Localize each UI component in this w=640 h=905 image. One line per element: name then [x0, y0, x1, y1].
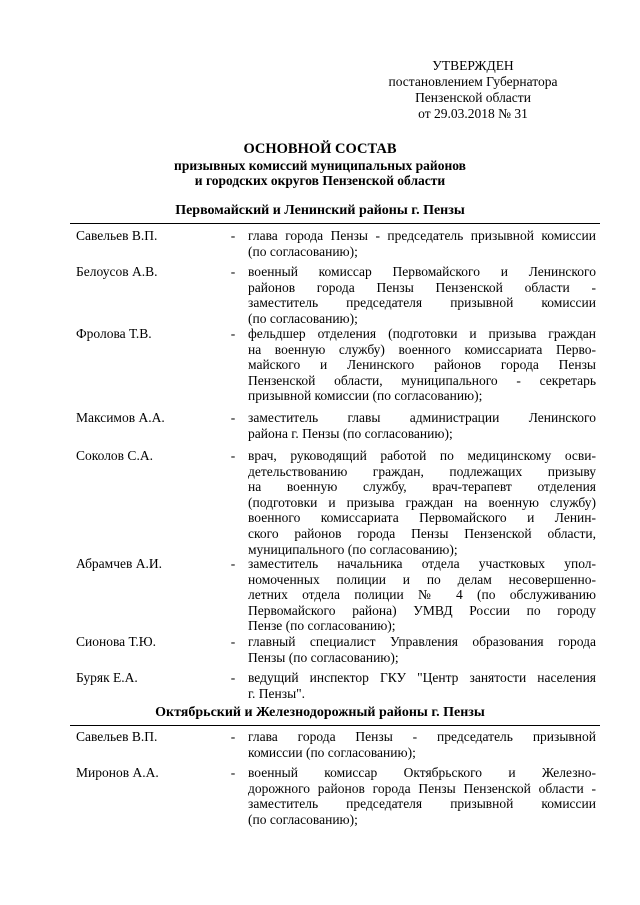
member-role-line: г. Пензы". — [248, 685, 306, 701]
member-role-line: военный комиссар Октябрьского и Железно- — [248, 765, 596, 780]
member-role-line: районов города Пензы Пензенской области - — [248, 279, 596, 295]
member-role-line: военный комиссар Первомайского и Ленинского — [248, 264, 596, 279]
member-role — [248, 729, 596, 760]
document-subtitle-2: и городских округов Пензенской области — [194, 173, 446, 188]
section-divider — [70, 725, 600, 726]
member-role-line: глава города Пензы - председатель призывной — [248, 729, 596, 744]
member-role-line: заместитель председателя призывной комиссии — [248, 295, 596, 311]
member-name: Буряк Е.А. — [76, 670, 138, 685]
member-role — [248, 765, 596, 827]
member-name: Савельев В.П. — [76, 228, 158, 243]
section-heading: Октябрьский и Железнодорожный районы г. Пензы — [155, 705, 485, 720]
section-heading: Первомайский и Ленинский районы г. Пензы — [175, 203, 465, 218]
approval-stamp — [368, 58, 578, 122]
member-role-line: Первомайского района) УМВД России по городу — [248, 602, 596, 618]
member-role — [248, 228, 596, 259]
member-dash: - — [230, 228, 236, 243]
approval-date: от 29.03.2018 № 31 — [418, 106, 528, 121]
member-role-line: ведущий инспектор ГКУ "Центр занятости населения — [248, 670, 596, 685]
member-role — [248, 556, 596, 634]
member-role-line: ского районов города Пензы Пензенской области, — [248, 525, 596, 541]
member-name: Абрамчев А.И. — [76, 556, 162, 571]
member-name: Соколов С.А. — [76, 448, 153, 463]
member-name: Миронов А.А. — [76, 765, 159, 780]
approval-title: УТВЕРЖДЕН — [432, 58, 514, 73]
member-dash: - — [230, 634, 236, 649]
member-role-line: дорожного районов города Пензы Пензенской области - — [248, 780, 596, 796]
member-dash: - — [230, 670, 236, 685]
member-role-line: летних отдела полиции № 4 (по обслуживанию — [248, 587, 596, 603]
member-role-line: комиссии (по согласованию); — [248, 744, 416, 760]
member-role-line: главный специалист Управления образования города — [248, 634, 596, 649]
member-dash: - — [230, 326, 236, 341]
member-role-line: фельдшер отделения (подготовки и призыва граждан — [248, 326, 596, 341]
member-role-line: заместитель начальника отдела участковых упол- — [248, 556, 596, 571]
member-role — [248, 634, 596, 665]
member-role — [248, 410, 596, 441]
member-role — [248, 264, 596, 326]
member-role-line: (подготовки и призыва граждан на военную службу) — [248, 494, 596, 510]
member-dash: - — [230, 729, 236, 744]
member-role-line: номоченных полиции и по делам несовершенно- — [248, 571, 596, 587]
member-role — [248, 448, 596, 557]
member-role-line: глава города Пензы - председатель призывной комиссии — [248, 228, 596, 243]
document-title: ОСНОВНОЙ СОСТАВ — [243, 141, 397, 157]
member-dash: - — [230, 765, 236, 780]
member-name: Савельев В.П. — [76, 729, 158, 744]
member-dash: - — [230, 410, 236, 425]
member-role-line: (по согласованию); — [248, 310, 358, 326]
member-dash: - — [230, 264, 236, 279]
member-role-line: (по согласованию); — [248, 243, 358, 259]
member-role-line: врач, руководящий работой по медицинскому осви- — [248, 448, 596, 463]
member-role-line: Пензе (по согласованию); — [248, 618, 396, 634]
member-name: Максимов А.А. — [76, 410, 165, 425]
document-subtitle-1: призывных комиссий муниципальных районов — [174, 158, 466, 173]
member-role-line: заместитель председателя призывной комиссии — [248, 796, 596, 812]
member-role-line: заместитель главы администрации Ленинского — [248, 410, 596, 425]
member-role-line: на военную службу, врач-терапевт отделения — [248, 479, 596, 495]
member-name: Фролова Т.В. — [76, 326, 152, 341]
member-name: Сионова Т.Ю. — [76, 634, 157, 649]
member-role-line: майского и Ленинского районов города Пензы — [248, 357, 596, 373]
member-role-line: на военную службу) военного комиссариата Перво- — [248, 341, 596, 357]
member-role-line: (по согласованию); — [248, 811, 358, 827]
approval-decree: постановлением Губернатора — [388, 74, 558, 89]
member-role — [248, 326, 596, 404]
member-role-line: военного комиссариата Первомайского и Ленин- — [248, 510, 596, 526]
member-role-line: призывной комиссии (по согласованию); — [248, 388, 483, 404]
member-role-line: муниципального (по согласованию); — [248, 541, 458, 557]
member-role — [248, 670, 596, 701]
member-role-line: Пензенской области, муниципального - секретарь — [248, 372, 596, 388]
member-dash: - — [230, 556, 236, 571]
member-role-line: района г. Пензы (по согласованию); — [248, 425, 453, 441]
section-divider — [70, 223, 600, 224]
member-dash: - — [230, 448, 236, 463]
approval-region: Пензенской области — [415, 90, 531, 105]
member-role-line: Пензы (по согласованию); — [248, 649, 399, 665]
member-role-line: детельствованию граждан, подлежащих призыву — [248, 463, 596, 479]
member-name: Белоусов А.В. — [76, 264, 158, 279]
